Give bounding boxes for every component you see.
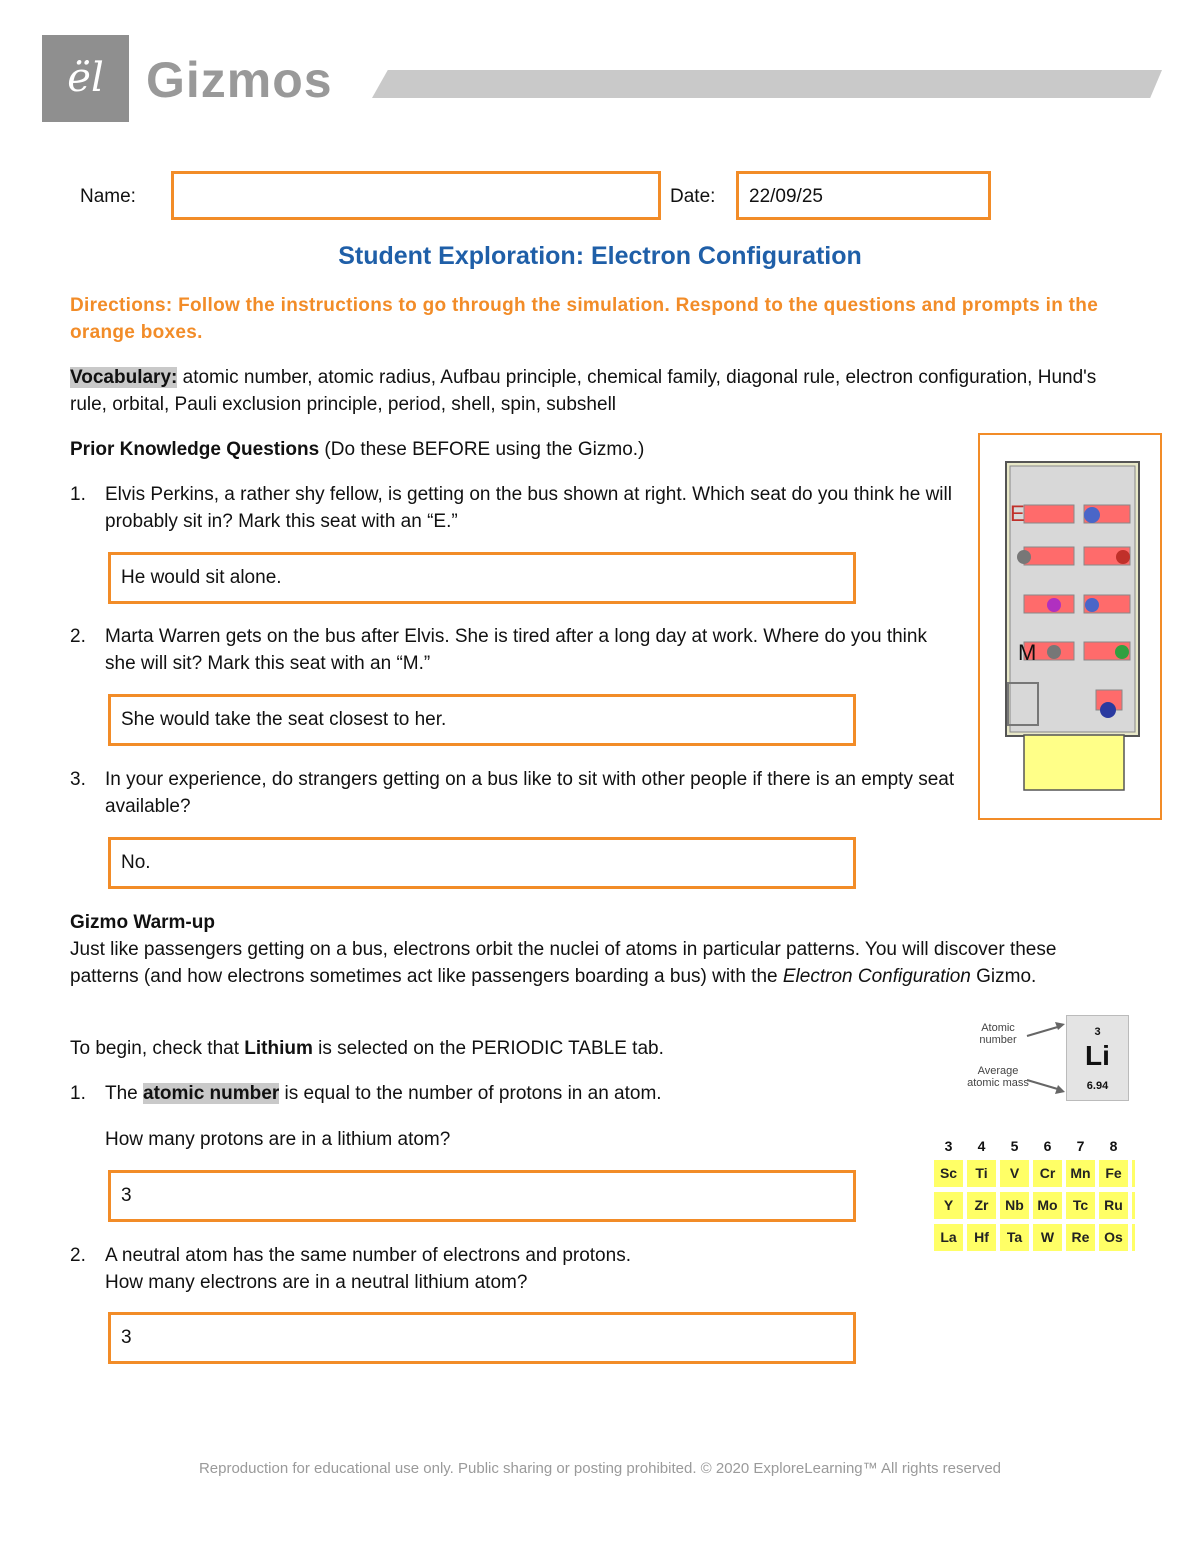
seat-left-2 xyxy=(1024,547,1074,565)
tile-mass: 6.94 xyxy=(1086,1080,1109,1092)
passenger-3 xyxy=(1116,550,1130,564)
caption-arrows xyxy=(1025,1018,1070,1098)
vocabulary-paragraph xyxy=(70,364,1120,418)
element-cell-fe: Fe xyxy=(1099,1160,1128,1187)
warmup-intro-a: Just like passengers getting on a bus, electrons orbit the nuclei of atoms in particular patterns. You will discover these patterns (and how electrons sometimes act like passengers boarding a bus) with the xyxy=(70,939,1057,987)
arrow-atomic-number xyxy=(1027,1026,1061,1036)
prior-q3-text: In your experience, do strangers getting on a bus like to sit with other people if there is an empty seat available? xyxy=(105,769,955,817)
element-cell-tc: Tc xyxy=(1066,1192,1095,1219)
prior-q2-text: Marta Warren gets on the bus after Elvis. She is tired after a long day at work. Where do you think she will sit? Mark this seat with an “M.” xyxy=(105,626,927,674)
element-cell-y: Y xyxy=(934,1192,963,1219)
directions-text: Directions: Follow the instructions to go through the simulation. Respond to the questions and prompts in the orange boxes. xyxy=(70,295,1099,343)
passenger-7 xyxy=(1115,645,1129,659)
element-cell-nb: Nb xyxy=(1000,1192,1029,1219)
header-bar xyxy=(372,70,1162,98)
date-field[interactable] xyxy=(736,171,991,220)
arrow-average-mass xyxy=(1027,1080,1061,1090)
warmup-heading: Gizmo Warm-up xyxy=(70,912,215,933)
driver xyxy=(1100,702,1116,718)
element-cell-hf: Hf xyxy=(967,1224,996,1251)
seat-mark-e: E xyxy=(1010,501,1025,526)
date-value: 22/09/25 xyxy=(749,186,823,207)
element-cell-la: La xyxy=(934,1224,963,1251)
warmup-q2-number: 2. xyxy=(70,1245,86,1266)
warmup-q1-answer-box[interactable] xyxy=(108,1170,856,1222)
element-cell-ti: Ti xyxy=(967,1160,996,1187)
element-cell-mo: Mo xyxy=(1033,1192,1062,1219)
warmup-begin xyxy=(70,1035,890,1062)
name-field[interactable] xyxy=(171,171,661,220)
element-cell-v: V xyxy=(1000,1160,1029,1187)
bus-front xyxy=(1024,735,1124,790)
arrowhead-1 xyxy=(1055,1022,1065,1030)
prior-q1-text: Elvis Perkins, a rather shy fellow, is getting on the bus shown at right. Which seat do you think he will probably sit in? Mark this seat with an “E.” xyxy=(105,484,952,532)
warmup-q2-line2: How many electrons are in a neutral lithium atom? xyxy=(105,1272,528,1293)
seat-mark-m: M xyxy=(1018,640,1037,665)
element-cell-ta: Ta xyxy=(1000,1224,1029,1251)
warmup-intro xyxy=(70,936,1120,990)
element-cell-re: Re xyxy=(1066,1224,1095,1251)
passenger-2 xyxy=(1017,550,1031,564)
group-header-5: 5 xyxy=(1010,1138,1019,1154)
vocabulary-terms: atomic number, atomic radius, Aufbau principle, chemical family, diagonal rule, electron configuration, Hund's rule, orbital, Pauli exclusion principle, period, shell, spin, subshell xyxy=(70,367,1097,415)
passenger-1 xyxy=(1084,507,1100,523)
average-mass-caption: Average atomic mass xyxy=(967,1065,1029,1089)
group-header-8: 8 xyxy=(1109,1138,1118,1154)
warmup-intro-b: Gizmo. xyxy=(970,966,1037,987)
prior-heading-note: (Do these BEFORE using the Gizmo.) xyxy=(319,439,645,460)
group-header-3: 3 xyxy=(944,1138,953,1154)
warmup-q1-text xyxy=(105,1080,955,1107)
prior-q1-answer-box[interactable] xyxy=(108,552,856,604)
q1-a: The xyxy=(105,1083,144,1104)
passenger-5 xyxy=(1085,598,1099,612)
warmup-q2-line1: A neutral atom has the same number of electrons and protons. xyxy=(105,1245,631,1266)
q1-atomic-number: atomic number xyxy=(143,1083,280,1104)
prior-heading-text: Prior Knowledge Questions xyxy=(70,439,320,460)
arrowhead-2 xyxy=(1055,1085,1065,1094)
element-cell-cr: Cr xyxy=(1033,1160,1062,1187)
begin-b: is selected on the PERIODIC TABLE tab. xyxy=(312,1038,664,1059)
prior-q1-answer: He would sit alone. xyxy=(121,567,282,588)
seat-left-1 xyxy=(1024,505,1074,523)
element-cell-os: Os xyxy=(1099,1224,1128,1251)
periodic-table-snippet xyxy=(930,1136,1135,1256)
element-cell-partial xyxy=(1132,1192,1135,1219)
prior-knowledge-heading xyxy=(70,436,1120,463)
warmup-q1-subquestion: How many protons are in a lithium atom? xyxy=(105,1129,451,1150)
bus-figure-frame xyxy=(978,433,1162,820)
prior-q3-answer-box[interactable] xyxy=(108,837,856,889)
element-cell-ru: Ru xyxy=(1099,1192,1128,1219)
group-header-4: 4 xyxy=(977,1138,986,1154)
element-cell-mn: Mn xyxy=(1066,1160,1095,1187)
warmup-q2-answer-box[interactable] xyxy=(108,1312,856,1364)
passenger-6 xyxy=(1047,645,1061,659)
element-cell-partial xyxy=(1132,1160,1135,1187)
begin-lithium: Lithium xyxy=(244,1038,313,1059)
bus-diagram xyxy=(980,435,1160,818)
group-header-6: 6 xyxy=(1043,1138,1052,1154)
element-cell-zr: Zr xyxy=(967,1192,996,1219)
logo-glyph: ël xyxy=(67,55,104,101)
begin-a: To begin, check that xyxy=(70,1038,245,1059)
warmup-q1-number: 1. xyxy=(70,1083,86,1104)
q1-b: is equal to the number of protons in an atom. xyxy=(279,1083,662,1104)
prior-q2-answer: She would take the seat closest to her. xyxy=(121,709,447,730)
prior-q3-answer: No. xyxy=(121,852,151,873)
name-label: Name: xyxy=(80,186,136,207)
gizmos-logo-mark xyxy=(42,35,129,122)
prior-q2-number: 2. xyxy=(70,626,86,647)
tile-atomic-number: 3 xyxy=(1094,1026,1101,1038)
group-header-7: 7 xyxy=(1076,1138,1085,1154)
brand-name: Gizmos xyxy=(146,52,333,108)
lithium-tile xyxy=(1066,1015,1129,1101)
element-cell-sc: Sc xyxy=(934,1160,963,1187)
prior-q3-number: 3. xyxy=(70,769,86,790)
passenger-4 xyxy=(1047,598,1061,612)
page-title: Student Exploration: Electron Configuration xyxy=(338,242,862,270)
prior-q1-number: 1. xyxy=(70,484,86,505)
date-label: Date: xyxy=(670,186,716,207)
warmup-q2-answer: 3 xyxy=(121,1327,132,1348)
warmup-q1-answer: 3 xyxy=(121,1185,132,1206)
element-cell-partial xyxy=(1132,1224,1135,1251)
warmup-intro-gizmo-name: Electron Configuration xyxy=(782,966,971,987)
atomic-number-caption: Atomic number xyxy=(979,1022,1017,1046)
copyright-footer: Reproduction for educational use only. Public sharing or posting prohibited. © 2020 ExploreLearning™ All rights reserved xyxy=(198,1460,1002,1477)
element-cell-w: W xyxy=(1033,1224,1062,1251)
tile-symbol: Li xyxy=(1085,1040,1110,1071)
vocabulary-label: Vocabulary: xyxy=(70,367,178,388)
prior-q2-answer-box[interactable] xyxy=(108,694,856,746)
